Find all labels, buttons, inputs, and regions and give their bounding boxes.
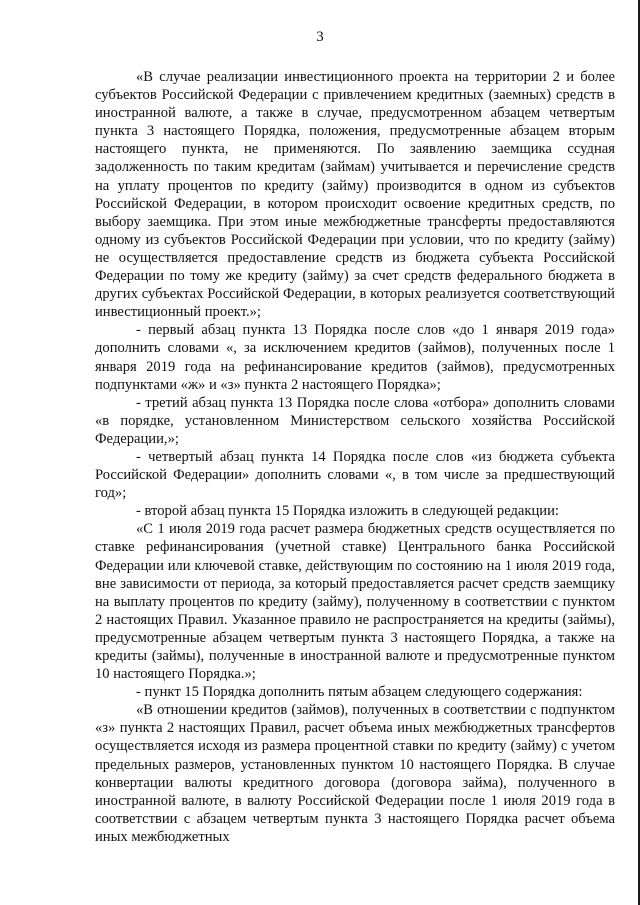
paragraph-1: «В случае реализации инвестиционного проекта на территории 2 и более субъектов Российской Федерации с привлечением кредитных (заемных) средств в иностранной валюте, а также в случае, предусмотренном абзацем четвертым пункта 3 настоящего Порядка, положения, предусмотренные абзацем вторым настоящего пункта, не применяются. По заявлению заемщика ссудная задолженность по таким кредитам (займам) учитывается и перечисление средств на уплату процентов по кредиту (займу) производится в одном из субъектов Российской Федерации, в котором происходит освоение кредитных средств, по выбору заемщика. При этом иные межбюджетные трансферты предоставляются одному из субъектов Российской Федерации при условии, что по кредиту (займу) не осуществляется предоставление средств из бюджета субъекта Российской Федерации по тому же кредиту (займу) за счет средств федерального бюджета в других субъектах Российской Федерации, в которых реализуется соответствующий инвестиционный проект.»; [95, 69, 615, 321]
paragraph-4: - четвертый абзац пункта 14 Порядка после слов «из бюджета субъекта Российской Федерации» дополнить словами «, в том числе за предшествующий год»; [95, 448, 615, 502]
paragraph-2: - первый абзац пункта 13 Порядка после слов «до 1 января 2019 года» дополнить словами «, за исключением кредитов (займов), полученных после 1 января 2019 года на рефинансирование кредитов (займов), предусмотренных подпунктами «ж» и «з» пункта 2 настоящего Порядка»; [95, 322, 615, 393]
paragraph-7: - пункт 15 Порядка дополнить пятым абзацем следующего содержания: [136, 684, 583, 701]
paragraph-6: «С 1 июля 2019 года расчет размера бюджетных средств осуществляется по ставке рефинансирования (учетной ставке) Центрального банка Российской Федерации или ключевой ставке, действующим по состоянию на 1 июля 2019 года, вне зависимости от периода, за который предоставляется расчет средств заемщику на выплату процентов по кредиту (займу), полученному в соответствии с пунктом 2 настоящих Правил. Указанное правило не распространяется на кредиты (займы), предусмотренные абзацем четвертым пункта 3 настоящего Порядка, а также на кредиты (займы), полученные в иностранной валюте и предусмотренные пунктом 10 настоящего Порядка.»; [95, 521, 615, 683]
paragraph-5: - второй абзац пункта 15 Порядка изложить в следующей редакции: [136, 503, 559, 520]
paragraph-8: «В отношении кредитов (займов), полученных в соответствии с подпунктом «з» пункта 2 настоящих Правил, расчет объема иных межбюджетных трансфертов осуществляется исходя из размера процентной ставки по кредиту (займу) с учетом предельных размеров, установленных пунктом 10 настоящего Порядка. В случае конвертации валюты кредитного договора (договора займа), полученного в иностранной валюте, в валюту Российской Федерации после 1 июля 2019 года в соответствии с абзацем четвертым пункта 3 настоящего Порядка расчет объема иных межбюджетных [95, 702, 615, 845]
paragraph-3: - третий абзац пункта 13 Порядка после слова «отбора» дополнить словами «в порядке, установленном Министерством сельского хозяйства Российской Федерации,»; [95, 394, 615, 447]
page-number: 3 [316, 29, 324, 45]
document-body [95, 68, 615, 846]
